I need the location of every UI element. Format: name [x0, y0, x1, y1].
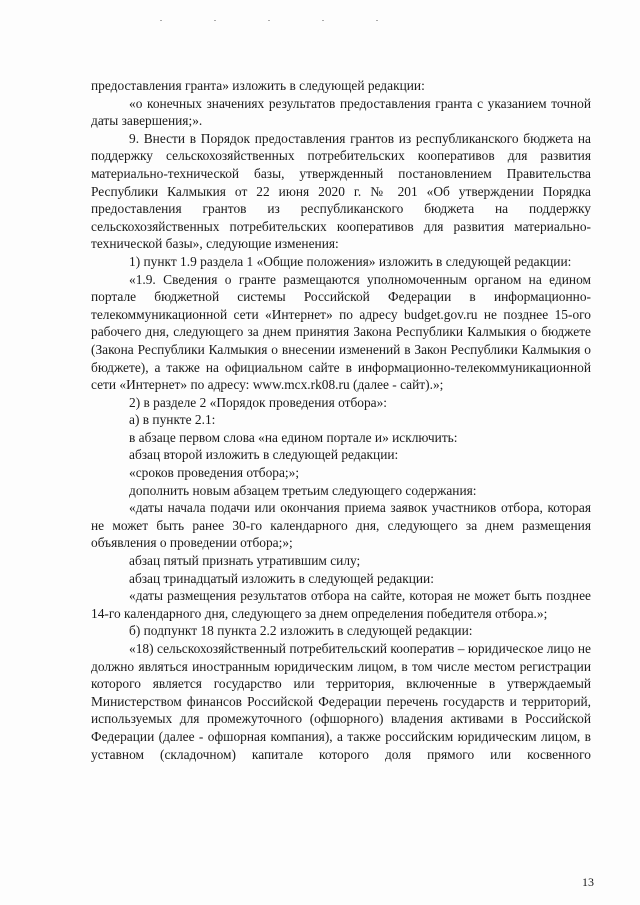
paragraph: предоставления гранта» изложить в следующей редакции: [91, 78, 425, 93]
paragraph: 1) пункт 1.9 раздела 1 «Общие положения» изложить в следующей редакции: [129, 253, 572, 269]
paragraph: «даты размещения результатов отбора на сайте, которая не может быть позднее 14-го календарного дня, следующего за днем определения победителя отбора.»; [91, 588, 591, 621]
document-body [91, 77, 591, 763]
paragraph: дополнить новым абзацем третьим следующего содержания: [129, 482, 477, 498]
paragraph: «о конечных значениях результатов предоставления гранта с указанием точной даты завершения;». [91, 95, 591, 129]
paragraph: абзац пятый признать утратившим силу; [129, 553, 361, 569]
paragraph: 9. Внести в Порядок предоставления грантов из республиканского бюджета на поддержку сельскохозяйственных потребительских кооперативов для развития материально-технической базы, утвержденный постановлением Правительства Республики Калмыкия от 22 июня 2020 г. № 201 «Об утверждении Порядка предоставления грантов из республиканского бюджета на поддержку сельскохозяйственных потребительских кооперативов для развития материально-технической базы», следующие изменения: [91, 130, 591, 252]
paragraph: «18) сельскохозяйственный потребительский кооператив – юридическое лицо не должно являться иностранным юридическим лицом, в том числе местом регистрации которого является государство или территория, включенные в утверждаемый Министерством финансов Российской Федерации перечень государств и территорий, используемых для промежуточного (офшорного) владения активами в Российской Федерации (далее - офшорная компания), а также российским юридическим лицом, в уставном (складочном) капитале которого доля прямого или косвенного [91, 641, 591, 762]
paragraph: а) в пункте 2.1: [129, 412, 216, 428]
paragraph: «1.9. Сведения о гранте размещаются уполномоченным органом на едином портале бюджетной системы Российской Федерации в информационно-телекоммуникационной сети «Интернет» по адресу budget.gov.ru не позднее 15-ого рабочего дня, следующего за днем принятия Закона Республики Калмыкия о бюджете (Закона Республики Калмыкия о внесении изменений в Закон Республики Калмыкия о бюджете), а также на официальном сайте в информационно-телекоммуникационной сети «Интернет» по адресу: www.mcx.rk08.ru (далее - сайт).»; [91, 271, 591, 393]
page-number: 13 [582, 875, 594, 889]
scan-marks [160, 8, 480, 12]
paragraph: абзац второй изложить в следующей редакции: [129, 447, 399, 463]
paragraph: абзац тринадцатый изложить в следующей редакции: [129, 570, 434, 586]
paragraph: б) подпункт 18 пункта 2.2 изложить в следующей редакции: [129, 623, 473, 639]
paragraph: 2) в разделе 2 «Порядок проведения отбора»: [129, 394, 388, 410]
paragraph: «даты начала подачи или окончания приема заявок участников отбора, которая не может быть ранее 30-го календарного дня, следующего за днем размещения объявления о проведении отбора;»; [91, 500, 591, 551]
paragraph: «сроков проведения отбора;»; [129, 465, 300, 481]
paragraph: в абзаце первом слова «на едином портале и» исключить: [129, 429, 458, 445]
